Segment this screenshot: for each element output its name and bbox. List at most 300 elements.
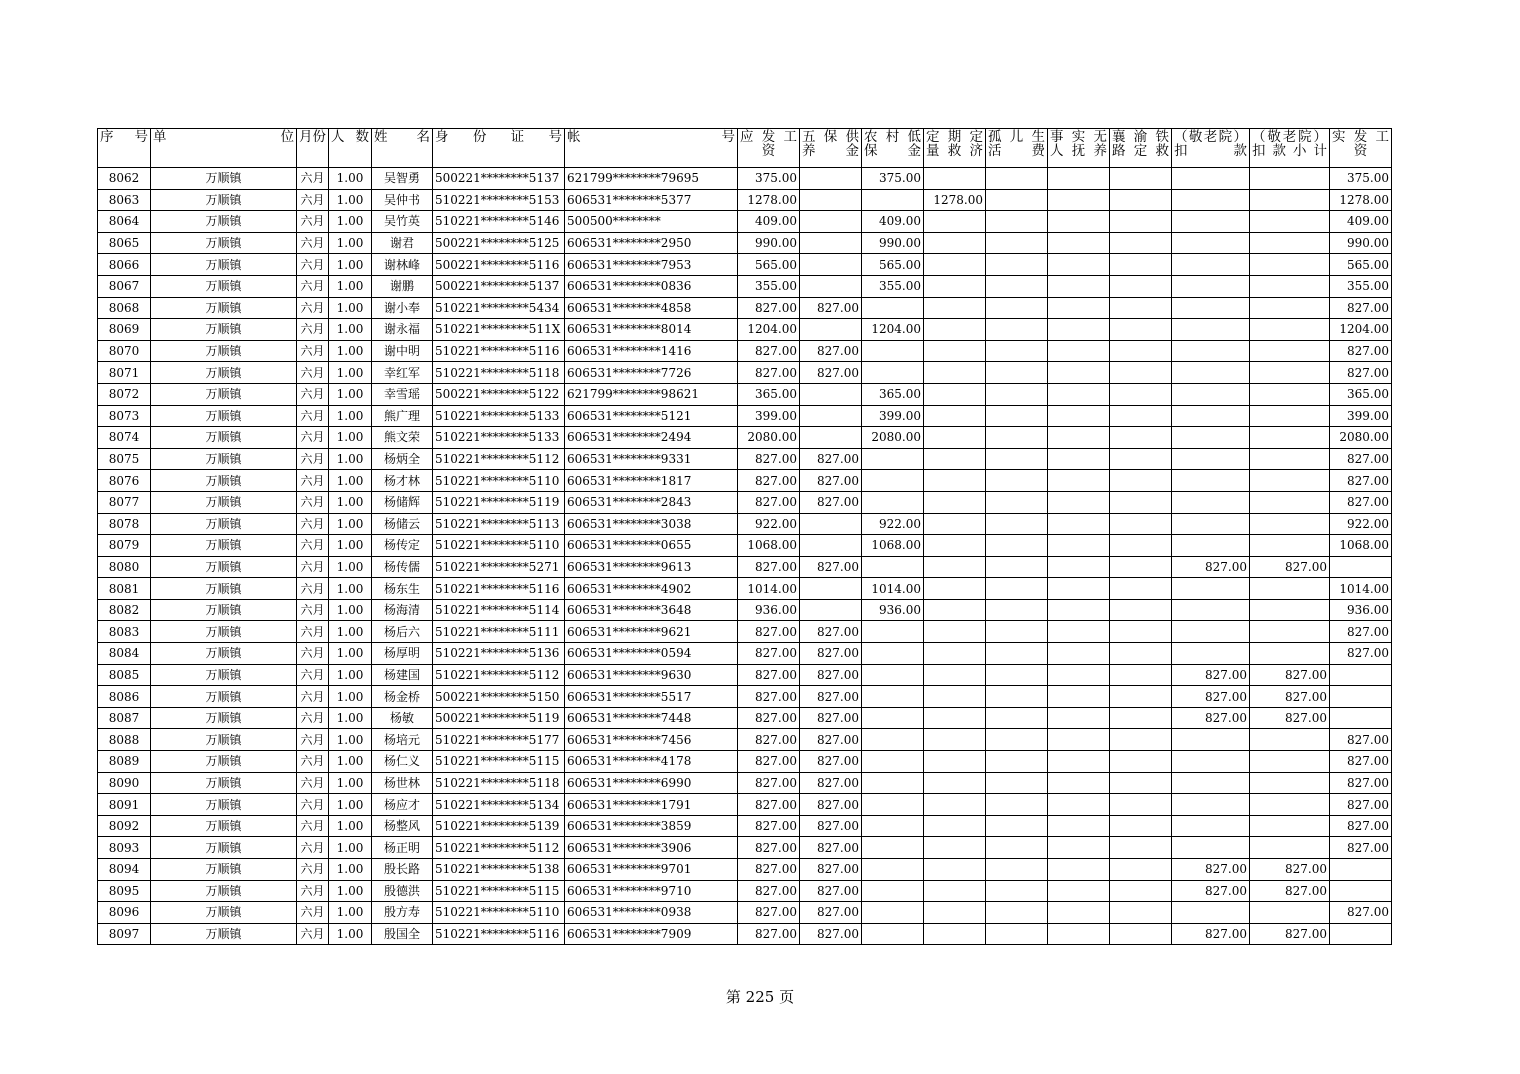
cell-name: 杨正明: [372, 837, 433, 859]
header-gross-pay: [738, 129, 800, 168]
cell-gross-pay: 827.00: [738, 707, 800, 729]
cell-regular-fixed-relief: [924, 772, 986, 794]
header-label-line1: 帐 号: [567, 129, 735, 145]
cell-account-number: 606531********1817: [565, 470, 738, 492]
cell-nursing-home-deduction: [1172, 254, 1250, 276]
cell-net-pay: 375.00: [1330, 168, 1392, 190]
cell-id-number: 510221********5111: [433, 621, 565, 643]
header-id-number: [433, 129, 565, 168]
table-row: [98, 340, 1392, 362]
table-row: [98, 686, 1392, 708]
cell-nursing-home-deduction: [1172, 319, 1250, 341]
cell-month: 六月: [297, 923, 329, 945]
cell-five-guarantee-support: 827.00: [800, 859, 862, 881]
cell-regular-fixed-relief: [924, 211, 986, 233]
cell-rural-minimum-living: [862, 751, 924, 773]
cell-regular-fixed-relief: [924, 319, 986, 341]
cell-unit: 万顺镇: [151, 556, 297, 578]
cell-rural-minimum-living: 990.00: [862, 232, 924, 254]
cell-rural-minimum-living: [862, 664, 924, 686]
cell-nursing-home-deduction: [1172, 405, 1250, 427]
cell-net-pay: 355.00: [1330, 275, 1392, 297]
cell-headcount: 1.00: [329, 340, 372, 362]
cell-gross-pay: 827.00: [738, 470, 800, 492]
cell-name: 杨海清: [372, 599, 433, 621]
cell-nursing-home-deduction-subtotal: [1250, 470, 1330, 492]
cell-nursing-home-deduction: 827.00: [1172, 556, 1250, 578]
cell-orphan-living-expense: [986, 578, 1048, 600]
cell-five-guarantee-support: 827.00: [800, 729, 862, 751]
table-row: [98, 664, 1392, 686]
cell-de-facto-orphan-support: [1048, 232, 1110, 254]
cell-nursing-home-deduction: [1172, 232, 1250, 254]
cell-regular-fixed-relief: 1278.00: [924, 189, 986, 211]
cell-headcount: 1.00: [329, 772, 372, 794]
cell-de-facto-orphan-support: [1048, 491, 1110, 513]
header-serial-no: [98, 129, 151, 168]
cell-regular-fixed-relief: [924, 643, 986, 665]
cell-month: 六月: [297, 902, 329, 924]
cell-account-number: 606531********9621: [565, 621, 738, 643]
cell-gross-pay: 827.00: [738, 664, 800, 686]
cell-rural-minimum-living: [862, 448, 924, 470]
cell-gross-pay: 565.00: [738, 254, 800, 276]
cell-unit: 万顺镇: [151, 902, 297, 924]
cell-rural-minimum-living: [862, 686, 924, 708]
cell-five-guarantee-support: 827.00: [800, 686, 862, 708]
header-label-line2: 量 救 济: [926, 143, 983, 159]
table-row: [98, 513, 1392, 535]
cell-headcount: 1.00: [329, 427, 372, 449]
table-row: [98, 491, 1392, 513]
cell-nursing-home-deduction-subtotal: [1250, 815, 1330, 837]
cell-net-pay: 365.00: [1330, 383, 1392, 405]
cell-unit: 万顺镇: [151, 621, 297, 643]
table-header: [98, 129, 1392, 168]
cell-de-facto-orphan-support: [1048, 513, 1110, 535]
cell-orphan-living-expense: [986, 491, 1048, 513]
cell-account-number: 606531********3906: [565, 837, 738, 859]
cell-account-number: 606531********1416: [565, 340, 738, 362]
cell-five-guarantee-support: 827.00: [800, 902, 862, 924]
cell-account-number: 606531********2950: [565, 232, 738, 254]
cell-headcount: 1.00: [329, 254, 372, 276]
cell-nursing-home-deduction-subtotal: [1250, 232, 1330, 254]
cell-id-number: 510221********5112: [433, 664, 565, 686]
cell-xiangyu-railway-relief: [1110, 211, 1172, 233]
cell-de-facto-orphan-support: [1048, 729, 1110, 751]
header-label-line1: 月份: [299, 129, 326, 145]
cell-rural-minimum-living: 1204.00: [862, 319, 924, 341]
cell-month: 六月: [297, 556, 329, 578]
cell-unit: 万顺镇: [151, 319, 297, 341]
cell-account-number: 606531********9701: [565, 859, 738, 881]
cell-nursing-home-deduction: 827.00: [1172, 859, 1250, 881]
cell-unit: 万顺镇: [151, 751, 297, 773]
cell-nursing-home-deduction: [1172, 815, 1250, 837]
cell-net-pay: 827.00: [1330, 837, 1392, 859]
cell-de-facto-orphan-support: [1048, 599, 1110, 621]
header-row: [98, 129, 1392, 168]
cell-unit: 万顺镇: [151, 254, 297, 276]
cell-net-pay: 565.00: [1330, 254, 1392, 276]
cell-rural-minimum-living: 922.00: [862, 513, 924, 535]
cell-headcount: 1.00: [329, 794, 372, 816]
cell-account-number: 606531********2843: [565, 491, 738, 513]
cell-nursing-home-deduction: [1172, 621, 1250, 643]
cell-rural-minimum-living: [862, 859, 924, 881]
cell-nursing-home-deduction-subtotal: [1250, 427, 1330, 449]
cell-net-pay: [1330, 923, 1392, 945]
cell-serial-no: 8062: [98, 168, 151, 190]
cell-unit: 万顺镇: [151, 815, 297, 837]
cell-nursing-home-deduction: [1172, 168, 1250, 190]
cell-id-number: 510221********511X: [433, 319, 565, 341]
header-name: [372, 129, 433, 168]
cell-serial-no: 8084: [98, 643, 151, 665]
cell-nursing-home-deduction-subtotal: [1250, 383, 1330, 405]
table-row: [98, 621, 1392, 643]
cell-name: 杨世林: [372, 772, 433, 794]
cell-nursing-home-deduction: [1172, 427, 1250, 449]
cell-gross-pay: 827.00: [738, 686, 800, 708]
cell-serial-no: 8067: [98, 275, 151, 297]
cell-serial-no: 8083: [98, 621, 151, 643]
cell-serial-no: 8097: [98, 923, 151, 945]
cell-nursing-home-deduction-subtotal: [1250, 405, 1330, 427]
cell-xiangyu-railway-relief: [1110, 232, 1172, 254]
cell-nursing-home-deduction-subtotal: 827.00: [1250, 880, 1330, 902]
cell-gross-pay: 827.00: [738, 297, 800, 319]
header-label-line1: （敬老院）: [1174, 129, 1247, 145]
cell-orphan-living-expense: [986, 707, 1048, 729]
cell-de-facto-orphan-support: [1048, 837, 1110, 859]
cell-xiangyu-railway-relief: [1110, 902, 1172, 924]
cell-net-pay: [1330, 859, 1392, 881]
cell-de-facto-orphan-support: [1048, 383, 1110, 405]
table-row: [98, 189, 1392, 211]
cell-five-guarantee-support: [800, 578, 862, 600]
cell-headcount: 1.00: [329, 707, 372, 729]
cell-gross-pay: 1068.00: [738, 535, 800, 557]
cell-account-number: 606531********9331: [565, 448, 738, 470]
cell-orphan-living-expense: [986, 254, 1048, 276]
cell-serial-no: 8092: [98, 815, 151, 837]
cell-headcount: 1.00: [329, 815, 372, 837]
cell-de-facto-orphan-support: [1048, 254, 1110, 276]
cell-nursing-home-deduction-subtotal: [1250, 513, 1330, 535]
cell-orphan-living-expense: [986, 902, 1048, 924]
cell-xiangyu-railway-relief: [1110, 535, 1172, 557]
cell-orphan-living-expense: [986, 319, 1048, 341]
cell-month: 六月: [297, 362, 329, 384]
cell-serial-no: 8077: [98, 491, 151, 513]
cell-rural-minimum-living: [862, 837, 924, 859]
cell-net-pay: 827.00: [1330, 470, 1392, 492]
cell-serial-no: 8070: [98, 340, 151, 362]
cell-net-pay: [1330, 707, 1392, 729]
cell-five-guarantee-support: 827.00: [800, 664, 862, 686]
cell-net-pay: 399.00: [1330, 405, 1392, 427]
cell-rural-minimum-living: [862, 189, 924, 211]
cell-month: 六月: [297, 297, 329, 319]
cell-month: 六月: [297, 707, 329, 729]
header-label-line2: 路 定 救: [1112, 143, 1169, 159]
cell-name: 吴智勇: [372, 168, 433, 190]
cell-serial-no: 8073: [98, 405, 151, 427]
cell-id-number: 510221********5114: [433, 599, 565, 621]
cell-orphan-living-expense: [986, 621, 1048, 643]
cell-rural-minimum-living: [862, 297, 924, 319]
cell-xiangyu-railway-relief: [1110, 189, 1172, 211]
header-label-line1: 襄 渝 铁: [1112, 129, 1169, 145]
cell-regular-fixed-relief: [924, 686, 986, 708]
cell-orphan-living-expense: [986, 383, 1048, 405]
cell-de-facto-orphan-support: [1048, 707, 1110, 729]
cell-five-guarantee-support: 827.00: [800, 707, 862, 729]
cell-regular-fixed-relief: [924, 340, 986, 362]
cell-serial-no: 8082: [98, 599, 151, 621]
cell-id-number: 510221********5177: [433, 729, 565, 751]
cell-rural-minimum-living: 355.00: [862, 275, 924, 297]
table-row: [98, 923, 1392, 945]
cell-id-number: 500221********5137: [433, 168, 565, 190]
cell-month: 六月: [297, 772, 329, 794]
cell-rural-minimum-living: 375.00: [862, 168, 924, 190]
cell-account-number: 606531********9630: [565, 664, 738, 686]
cell-five-guarantee-support: 827.00: [800, 751, 862, 773]
cell-de-facto-orphan-support: [1048, 902, 1110, 924]
cell-five-guarantee-support: 827.00: [800, 362, 862, 384]
cell-id-number: 510221********5138: [433, 859, 565, 881]
cell-de-facto-orphan-support: [1048, 772, 1110, 794]
cell-xiangyu-railway-relief: [1110, 794, 1172, 816]
cell-orphan-living-expense: [986, 362, 1048, 384]
cell-unit: 万顺镇: [151, 707, 297, 729]
cell-net-pay: 936.00: [1330, 599, 1392, 621]
cell-name: 殷国全: [372, 923, 433, 945]
cell-name: 吴竹英: [372, 211, 433, 233]
cell-nursing-home-deduction-subtotal: [1250, 448, 1330, 470]
cell-serial-no: 8068: [98, 297, 151, 319]
cell-xiangyu-railway-relief: [1110, 772, 1172, 794]
table-row: [98, 751, 1392, 773]
cell-name: 杨厚明: [372, 643, 433, 665]
table-row: [98, 794, 1392, 816]
cell-unit: 万顺镇: [151, 643, 297, 665]
cell-headcount: 1.00: [329, 470, 372, 492]
cell-nursing-home-deduction: [1172, 189, 1250, 211]
cell-account-number: 606531********9710: [565, 880, 738, 902]
cell-name: 吴仲书: [372, 189, 433, 211]
header-nursing-home-deduction-subtotal: [1250, 129, 1330, 168]
cell-xiangyu-railway-relief: [1110, 621, 1172, 643]
cell-account-number: 621799********98621: [565, 383, 738, 405]
cell-five-guarantee-support: [800, 535, 862, 557]
cell-net-pay: 2080.00: [1330, 427, 1392, 449]
cell-rural-minimum-living: 399.00: [862, 405, 924, 427]
header-label-line1: 实 发 工: [1332, 129, 1389, 145]
cell-de-facto-orphan-support: [1048, 189, 1110, 211]
cell-unit: 万顺镇: [151, 405, 297, 427]
cell-unit: 万顺镇: [151, 578, 297, 600]
cell-account-number: 606531********8014: [565, 319, 738, 341]
cell-xiangyu-railway-relief: [1110, 319, 1172, 341]
cell-de-facto-orphan-support: [1048, 880, 1110, 902]
cell-regular-fixed-relief: [924, 556, 986, 578]
cell-five-guarantee-support: 827.00: [800, 794, 862, 816]
cell-de-facto-orphan-support: [1048, 643, 1110, 665]
cell-rural-minimum-living: [862, 340, 924, 362]
cell-nursing-home-deduction: [1172, 599, 1250, 621]
table-row: [98, 815, 1392, 837]
cell-unit: 万顺镇: [151, 859, 297, 881]
header-label-line1: 定 期 定: [926, 129, 983, 145]
cell-unit: 万顺镇: [151, 275, 297, 297]
cell-orphan-living-expense: [986, 923, 1048, 945]
header-label-line2: 保 金: [864, 143, 921, 159]
cell-xiangyu-railway-relief: [1110, 168, 1172, 190]
cell-xiangyu-railway-relief: [1110, 751, 1172, 773]
cell-net-pay: 827.00: [1330, 794, 1392, 816]
header-orphan-living-expense: [986, 129, 1048, 168]
cell-nursing-home-deduction: 827.00: [1172, 707, 1250, 729]
cell-account-number: 606531********0655: [565, 535, 738, 557]
cell-unit: 万顺镇: [151, 794, 297, 816]
table-body: [98, 168, 1392, 945]
cell-id-number: 500221********5122: [433, 383, 565, 405]
cell-nursing-home-deduction: 827.00: [1172, 664, 1250, 686]
header-label-line1: 序 号: [100, 129, 148, 145]
cell-de-facto-orphan-support: [1048, 686, 1110, 708]
cell-rural-minimum-living: [862, 556, 924, 578]
cell-unit: 万顺镇: [151, 772, 297, 794]
cell-name: 幸红军: [372, 362, 433, 384]
cell-month: 六月: [297, 513, 329, 535]
cell-nursing-home-deduction-subtotal: [1250, 168, 1330, 190]
cell-regular-fixed-relief: [924, 362, 986, 384]
cell-headcount: 1.00: [329, 535, 372, 557]
cell-de-facto-orphan-support: [1048, 621, 1110, 643]
cell-account-number: 606531********7448: [565, 707, 738, 729]
cell-net-pay: 827.00: [1330, 621, 1392, 643]
cell-de-facto-orphan-support: [1048, 751, 1110, 773]
table-row: [98, 232, 1392, 254]
cell-xiangyu-railway-relief: [1110, 859, 1172, 881]
cell-name: 杨培元: [372, 729, 433, 751]
cell-name: 杨后六: [372, 621, 433, 643]
cell-headcount: 1.00: [329, 599, 372, 621]
cell-de-facto-orphan-support: [1048, 297, 1110, 319]
cell-net-pay: 827.00: [1330, 643, 1392, 665]
cell-id-number: 500221********5137: [433, 275, 565, 297]
cell-headcount: 1.00: [329, 578, 372, 600]
cell-net-pay: 1068.00: [1330, 535, 1392, 557]
header-regular-fixed-relief: [924, 129, 986, 168]
cell-name: 谢君: [372, 232, 433, 254]
cell-month: 六月: [297, 383, 329, 405]
cell-month: 六月: [297, 427, 329, 449]
cell-five-guarantee-support: [800, 254, 862, 276]
cell-regular-fixed-relief: [924, 794, 986, 816]
cell-account-number: 606531********3859: [565, 815, 738, 837]
cell-net-pay: 827.00: [1330, 902, 1392, 924]
cell-xiangyu-railway-relief: [1110, 383, 1172, 405]
cell-name: 杨东生: [372, 578, 433, 600]
cell-nursing-home-deduction: [1172, 535, 1250, 557]
cell-five-guarantee-support: [800, 383, 862, 405]
cell-id-number: 510221********5112: [433, 837, 565, 859]
cell-nursing-home-deduction: [1172, 491, 1250, 513]
cell-name: 杨敏: [372, 707, 433, 729]
cell-nursing-home-deduction-subtotal: [1250, 319, 1330, 341]
cell-headcount: 1.00: [329, 211, 372, 233]
cell-name: 杨储辉: [372, 491, 433, 513]
cell-month: 六月: [297, 578, 329, 600]
cell-gross-pay: 365.00: [738, 383, 800, 405]
header-five-guarantee-support: [800, 129, 862, 168]
cell-rural-minimum-living: [862, 643, 924, 665]
cell-headcount: 1.00: [329, 189, 372, 211]
cell-name: 杨整风: [372, 815, 433, 837]
table-row: [98, 859, 1392, 881]
cell-net-pay: [1330, 880, 1392, 902]
cell-id-number: 510221********5146: [433, 211, 565, 233]
cell-headcount: 1.00: [329, 621, 372, 643]
cell-de-facto-orphan-support: [1048, 923, 1110, 945]
cell-month: 六月: [297, 837, 329, 859]
cell-serial-no: 8091: [98, 794, 151, 816]
cell-unit: 万顺镇: [151, 340, 297, 362]
cell-id-number: 510221********5139: [433, 815, 565, 837]
cell-headcount: 1.00: [329, 275, 372, 297]
cell-month: 六月: [297, 189, 329, 211]
cell-nursing-home-deduction-subtotal: [1250, 837, 1330, 859]
table-row: [98, 556, 1392, 578]
cell-name: 杨才林: [372, 470, 433, 492]
cell-nursing-home-deduction: [1172, 362, 1250, 384]
cell-headcount: 1.00: [329, 729, 372, 751]
header-label-line2: 资: [1353, 143, 1368, 159]
header-account-number: [565, 129, 738, 168]
cell-net-pay: [1330, 664, 1392, 686]
cell-orphan-living-expense: [986, 297, 1048, 319]
cell-net-pay: 827.00: [1330, 297, 1392, 319]
cell-de-facto-orphan-support: [1048, 427, 1110, 449]
cell-nursing-home-deduction-subtotal: [1250, 491, 1330, 513]
table-row: [98, 535, 1392, 557]
cell-headcount: 1.00: [329, 362, 372, 384]
cell-xiangyu-railway-relief: [1110, 297, 1172, 319]
cell-nursing-home-deduction-subtotal: [1250, 297, 1330, 319]
cell-regular-fixed-relief: [924, 427, 986, 449]
cell-month: 六月: [297, 275, 329, 297]
cell-nursing-home-deduction-subtotal: [1250, 643, 1330, 665]
cell-five-guarantee-support: [800, 427, 862, 449]
cell-unit: 万顺镇: [151, 448, 297, 470]
cell-rural-minimum-living: 365.00: [862, 383, 924, 405]
header-label-line1: 事 实 无: [1050, 129, 1107, 145]
cell-month: 六月: [297, 211, 329, 233]
cell-serial-no: 8076: [98, 470, 151, 492]
cell-orphan-living-expense: [986, 837, 1048, 859]
cell-rural-minimum-living: 1014.00: [862, 578, 924, 600]
cell-headcount: 1.00: [329, 383, 372, 405]
header-label-line2: 资: [761, 143, 776, 159]
cell-serial-no: 8074: [98, 427, 151, 449]
cell-orphan-living-expense: [986, 686, 1048, 708]
cell-rural-minimum-living: [862, 815, 924, 837]
